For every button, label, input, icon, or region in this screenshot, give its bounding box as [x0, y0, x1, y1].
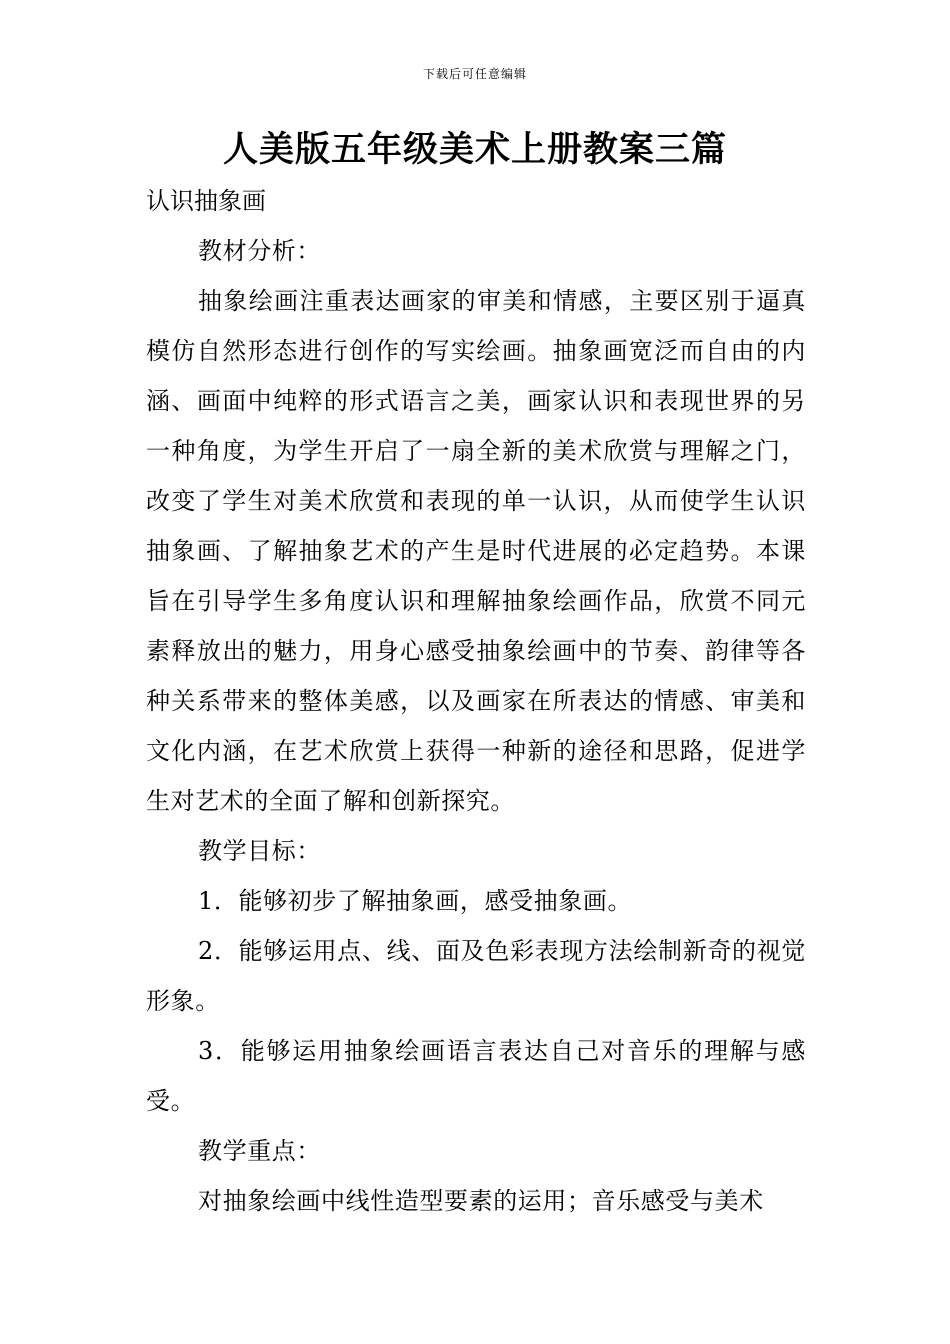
section-title: 认识抽象画 — [146, 187, 266, 215]
paragraph-teaching-focus: 对抽象绘画中线性造型要素的运用；音乐感受与美术 — [198, 1187, 764, 1215]
paragraph-materials-analysis: 抽象绘画注重表达画家的审美和情感，主要区别于逼真模仿自然形态进行创作的写实绘画。抽象画宽泛而自由的内涵、画面中纯粹的形式语言之美，画家认识和表现世界的另一种角度，为学生开启了一扇全新的美术欣赏与理解之门，改变了学生对美术欣赏和表现的单一认识，从而使学生认识抽象画、了解抽象艺术的产生是时代进展的必定趋势。本课旨在引导学生多角度认识和理解抽象绘画作品，欣赏不同元素释放出的魅力，用身心感受抽象绘画中的节奏、韵律等各种关系带来的整体美感，以及画家在所表达的情感、审美和文化内涵，在艺术欣赏上获得一种新的途径和思路，促进学生对艺术的全面了解和创新探究。 — [146, 287, 806, 815]
document-title: 人美版五年级美术上册教案三篇 — [222, 129, 727, 170]
header-note: 下载后可任意编辑 — [422, 67, 527, 81]
heading-teaching-goals: 教学目标： — [198, 837, 321, 865]
goal-item-1: 1．能够初步了解抽象画，感受抽象画。 — [198, 887, 633, 915]
goal-item-2: 2．能够运用点、线、面及色彩表现方法绘制新奇的视觉形象。 — [146, 937, 806, 1015]
goal-item-3: 3．能够运用抽象绘画语言表达自己对音乐的理解与感受。 — [146, 1037, 806, 1115]
document-body — [146, 176, 806, 1226]
heading-teaching-focus: 教学重点： — [198, 1137, 321, 1165]
heading-materials-analysis: 教材分析： — [198, 237, 321, 265]
